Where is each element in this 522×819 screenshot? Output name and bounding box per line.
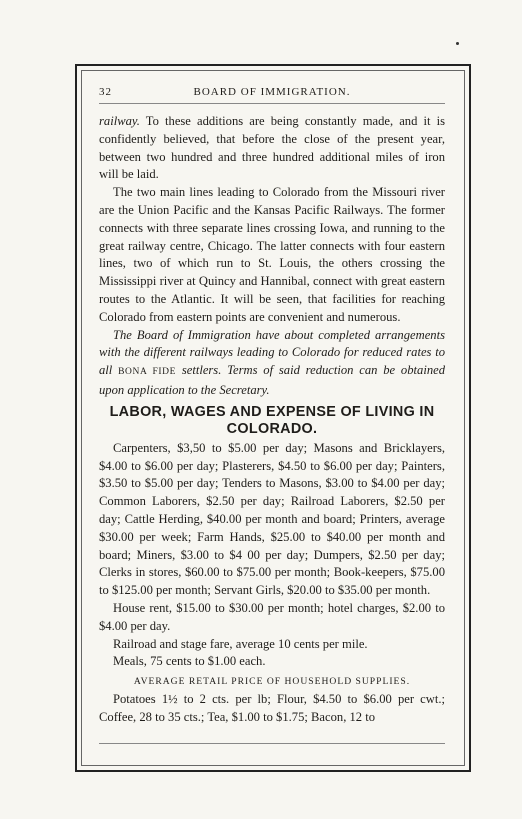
bottom-rule — [99, 743, 445, 744]
paragraph-fare: Railroad and stage fare, average 10 cents per mile. — [113, 636, 368, 651]
section-title: LABOR, WAGES AND EXPENSE OF LIVING IN COLORADO. — [109, 403, 435, 437]
page-number: 32 — [99, 86, 112, 98]
paragraph-meals: Meals, 75 cents to $1.00 each. — [113, 654, 266, 669]
paragraph-railway-additions — [99, 113, 445, 184]
subsection-title: AVERAGE RETAIL PRICE OF HOUSEHOLD SUPPLIES. — [133, 676, 411, 688]
continued-word: railway. — [99, 114, 140, 128]
paragraph-main-lines: The two main lines leading to Colorado from the Missouri river are the Union Pacific and the Kansas Pacific Railways. The former connects with three separate lines crossing Iowa, and running to the great railway centre, Chicago. The latter connects with four eastern lines, two of which run to St. Louis, the others crossing the Mississippi river at Quincy and Hannibal, connect with great eastern routes to the Atlantic. It will be seen, that facilities for reaching Colorado from eastern points are convenient and numerous. — [99, 185, 445, 324]
running-title: BOARD OF IMMIGRATION. — [193, 86, 351, 98]
paragraph-rent: House rent, $15.00 to $30.00 per month; hotel charges, $2.00 to $4.00 per day. — [99, 600, 445, 633]
running-head — [99, 83, 445, 104]
paragraph-prices: Potatoes 1½ to 2 cts. per lb; Flour, $4.50 to $6.00 per cwt.; Coffee, 28 to 35 cts.; Tea, $1.00 to $1.75; Bacon, 12 to — [99, 692, 445, 724]
page-content — [99, 83, 445, 727]
paragraph-reduced-rates — [99, 327, 445, 400]
paragraph-text: To these additions are being constantly made, and it is confidently believed, that before the close of the present year, between two hundred and three hundred additional miles of iron will be laid. — [99, 114, 445, 182]
paragraph-wages: Carpenters, $3,50 to $5.00 per day; Masons and Bricklayers, $4.00 to $6.00 per day; Plasterers, $4.50 to $6.00 per day; Painters, $3.50 to $5.00 per day; Tenders to Masons, $3.00 to $4.00 per day; Common Laborers, $2.50 per day; Railroad Laborers, $2.50 per day; Cattle Herding, $40.00 per month and board; Printers, average $30.00 per week; Farm Hands, $25.00 to $40.00 per month and board; Miners, $3.00 to $4 00 per day; Dumpers, $2.50 per day; Clerks in stores, $60.00 to $75.00 per month; Book-keepers, $75.00 to $125.00 per month; Servant Girls, $20.00 to $35.00 per month. — [99, 440, 445, 598]
bona-fide-smallcaps: BONA FIDE — [118, 367, 177, 378]
ink-speck — [456, 42, 459, 45]
paragraph-text: The Board of Immigration have about completed arrangements with the different railways leading to Colorado for reduced rates to all — [99, 327, 445, 378]
paragraph-text: settlers. Terms of said reduction can be obtained upon application to the Secretary. — [99, 363, 445, 397]
